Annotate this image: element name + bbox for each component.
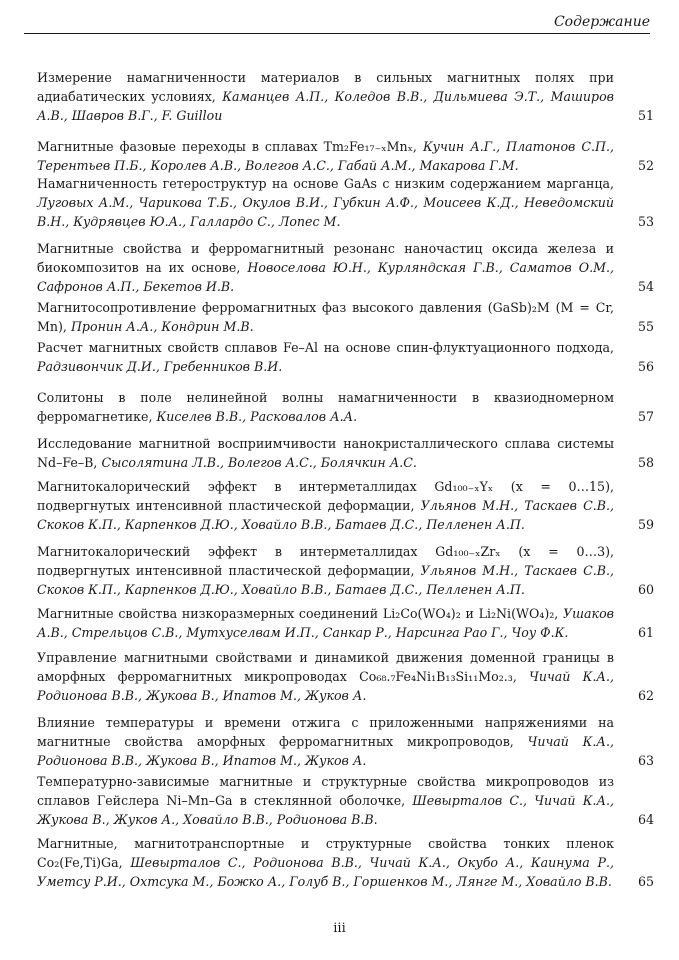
toc-entry-text bbox=[37, 174, 624, 231]
toc-entry-page: 60 bbox=[637, 582, 654, 597]
toc-entry-title: Управление магнитными свойствами и динамикой движения доменной границы в аморфных ферромагнитных микропроводах Co₆₈.₇Fe₄Ni₁B₁₃Si₁₁Mo₂.₃, bbox=[37, 650, 614, 684]
toc-entry-text bbox=[37, 542, 624, 599]
toc-entry[interactable] bbox=[37, 713, 654, 770]
toc-entry-authors: Каманцев А.П., Коледов В.В., Дильмиева Э.Т., Маширов А.В., Шавров В.Г., F. Guillou bbox=[37, 89, 614, 123]
toc-entry-text bbox=[37, 713, 624, 770]
toc-entry-authors: Луговых А.М., Чарикова Т.Б., Окулов В.И., Губкин А.Ф., Моисеев К.Д., Неведомский В.Н., Кудрявцев Ю.А., Галлардо С., Лопес М. bbox=[37, 195, 614, 229]
toc-entry-page: 52 bbox=[637, 158, 654, 173]
toc-entry[interactable] bbox=[37, 542, 654, 599]
toc-entry-page: 62 bbox=[637, 688, 654, 703]
toc-entry-authors: Ульянов М.Н., Таскаев С.В., Скоков К.П., Карпенков Д.Ю., Ховайло В.В., Батаев Д.С., Пелленен А.П. bbox=[37, 498, 615, 532]
toc-entry-authors: Кучин А.Г., Платонов С.П., Терентьев П.Б., Королев А.В., Волегов А.С., Габай А.М., Макарова Г.М. bbox=[37, 139, 614, 173]
toc-entry[interactable] bbox=[37, 477, 654, 534]
toc-entry-title: Магнитные свойства низкоразмерных соединений Li₂Co(WO₄)₂ и Li₂Ni(WO₄)₂, bbox=[37, 606, 559, 621]
toc-entry[interactable] bbox=[37, 834, 654, 891]
toc-entry-page: 64 bbox=[637, 812, 654, 827]
page-number: iii bbox=[333, 921, 346, 936]
toc-entry-page: 59 bbox=[637, 517, 654, 532]
toc-entry-title: Солитоны в поле нелинейной волны намагниченности в квазиодномерном ферромагнетике, bbox=[37, 390, 614, 424]
toc-entry-authors: Сысолятина Л.В., Волегов А.С., Болячкин А.С. bbox=[101, 455, 417, 470]
toc-entry-text bbox=[37, 68, 624, 125]
toc-entry-page: 65 bbox=[637, 874, 654, 889]
toc-entry-authors: Пронин А.А., Кондрин М.В. bbox=[70, 319, 254, 334]
toc-entry[interactable] bbox=[37, 298, 654, 336]
toc-entry[interactable] bbox=[37, 137, 654, 175]
toc-entry-authors: Чичай К.А., Родионова В.В., Жукова В., Ипатов М., Жуков А. bbox=[37, 734, 614, 768]
toc-entry[interactable] bbox=[37, 68, 654, 125]
toc-entry-text bbox=[37, 388, 624, 426]
running-head bbox=[24, 14, 650, 34]
toc-entry-title: Измерение намагниченности материалов в сильных магнитных полях при адиабатических условиях, bbox=[37, 70, 614, 104]
toc-entry-page: 58 bbox=[637, 455, 654, 470]
toc-entry-title: Магнитные свойства и ферромагнитный резонанс наночастиц оксида железа и биокомпозитов на их основе, bbox=[37, 241, 614, 275]
toc-entry-title: Исследование магнитной восприимчивости нанокристаллического сплава системы Nd–Fe–B, bbox=[37, 436, 614, 470]
toc-entry[interactable] bbox=[37, 434, 654, 472]
toc-entry-page: 56 bbox=[637, 359, 654, 374]
toc-entry-authors: Киселев В.В., Расковалов А.А. bbox=[156, 409, 358, 424]
toc-entry-text bbox=[37, 137, 624, 175]
toc-entry-text bbox=[37, 477, 624, 534]
toc-entry-text bbox=[37, 338, 624, 376]
toc-entry[interactable] bbox=[37, 338, 654, 376]
toc-entry-title: Магнитные фазовые переходы в сплавах Tm₂Fe₁₇₋ₓMnₓ, bbox=[37, 139, 417, 154]
toc-entry-text bbox=[37, 434, 624, 472]
toc-entry-title: Намагниченность гетероструктур на основе GaAs с низким содержанием марганца, bbox=[37, 176, 614, 191]
toc-entry-page: 53 bbox=[637, 214, 654, 229]
toc-entry-text bbox=[37, 772, 624, 829]
toc-entry-page: 61 bbox=[637, 625, 654, 640]
toc-entry-title: Магнитокалорический эффект в интерметаллидах Gd₁₀₀₋ₓZrₓ (x = 0…3), подвергнутых интенсивной пластической деформации, bbox=[37, 544, 614, 578]
toc-entry-page: 51 bbox=[637, 108, 654, 123]
toc-entry-page: 55 bbox=[637, 319, 654, 334]
toc-entry[interactable] bbox=[37, 604, 654, 642]
toc-entry[interactable] bbox=[37, 174, 654, 231]
toc-entry-page: 57 bbox=[637, 409, 654, 424]
toc-entry[interactable] bbox=[37, 772, 654, 829]
toc-entry-authors: Шевырталов С., Родионова В.В., Чичай К.А., Окубо А., Каинума Р., Уметсу Р.И., Охтсука М., Божко А., Голуб В., Горшенков М., Лянге М., Ховайло В.В. bbox=[37, 855, 614, 889]
toc-entry-page: 63 bbox=[637, 753, 654, 768]
toc-entry-title: Магнитокалорический эффект в интерметаллидах Gd₁₀₀₋ₓYₓ (x = 0…15), подвергнутых интенсивной пластической деформации, bbox=[37, 479, 614, 513]
toc-entry-text bbox=[37, 239, 624, 296]
toc-entry-text bbox=[37, 604, 624, 642]
toc-entry-authors: Ульянов М.Н., Таскаев С.В., Скоков К.П., Карпенков Д.Ю., Ховайло В.В., Батаев Д.С., Пелленен А.П. bbox=[37, 563, 615, 597]
toc-entry[interactable] bbox=[37, 239, 654, 296]
toc-entry-authors: Ушаков А.В., Стрельцов С.В., Мутхуселвам И.П., Санкар Р., Нарсинга Рао Г., Чоу Ф.К. bbox=[37, 606, 614, 640]
toc-entry-title: Магнитные, магнитотранспортные и структурные свойства тонких пленок Co₂(Fe,Ti)Ga, bbox=[37, 836, 614, 870]
toc-entry-text bbox=[37, 834, 624, 891]
toc-entry[interactable] bbox=[37, 648, 654, 705]
toc-entry-page: 54 bbox=[637, 279, 654, 294]
toc-entry-title: Температурно-зависимые магнитные и структурные свойства микропроводов из сплавов Гейслера Ni–Mn–Ga в стеклянной оболочке, bbox=[37, 774, 614, 808]
toc-entry-title: Влияние температуры и времени отжига с приложенными напряжениями на магнитные свойства аморфных ферромагнитных микропроводов, bbox=[37, 715, 614, 749]
toc-entry-text bbox=[37, 648, 624, 705]
toc-entry-authors: Радзивончик Д.И., Гребенников В.И. bbox=[37, 359, 283, 374]
toc-entry-authors: Чичай К.А., Родионова В.В., Жукова В., Ипатов М., Жуков А. bbox=[37, 669, 614, 703]
toc-entry-title: Расчет магнитных свойств сплавов Fe–Al на основе спин-флуктуационного подхода, bbox=[37, 340, 614, 355]
toc-entry-title: Магнитосопротивление ферромагнитных фаз высокого давления (GaSb)₂M (M = Cr, Mn), bbox=[37, 300, 614, 334]
toc-entry-text bbox=[37, 298, 624, 336]
section-title: Содержание bbox=[553, 14, 650, 30]
toc-entry[interactable] bbox=[37, 388, 654, 426]
toc-entry-authors: Новоселова Ю.Н., Курляндская Г.В., Саматов О.М., Сафронов А.П., Бекетов И.В. bbox=[37, 260, 614, 294]
toc-entry-authors: Шевырталов С., Чичай К.А., Жукова В., Жуков А., Ховайло В.В., Родионова В.В. bbox=[37, 793, 614, 827]
